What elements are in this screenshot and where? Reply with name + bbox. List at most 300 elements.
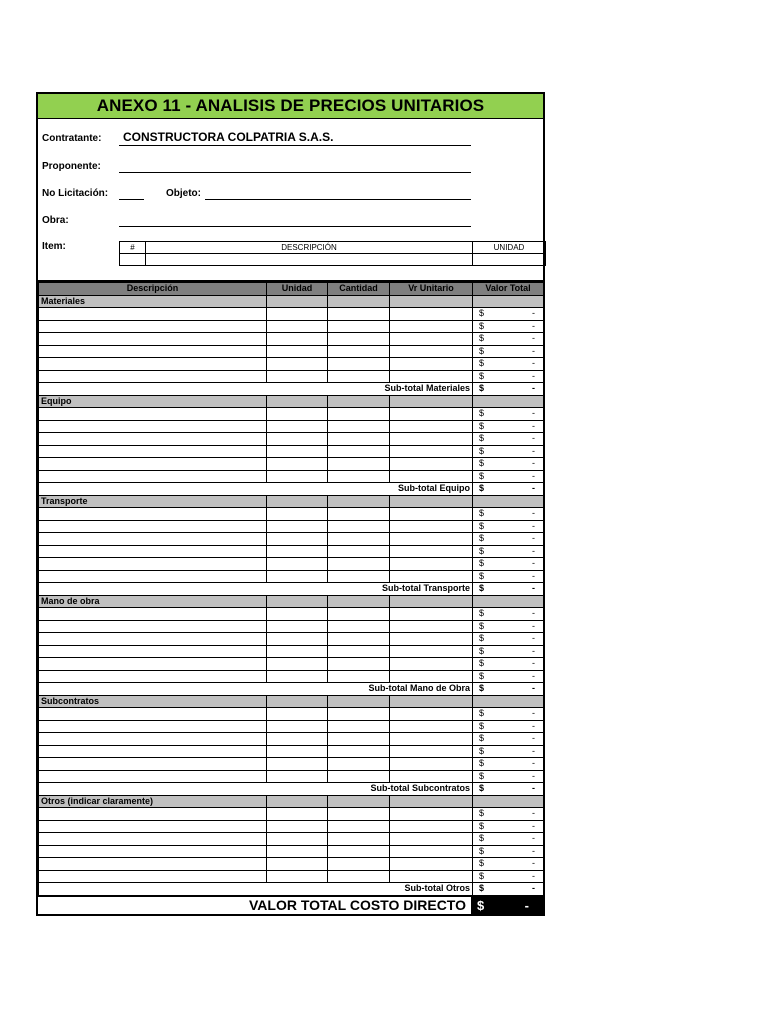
- currency-symbol: $: [479, 708, 485, 719]
- obra-field[interactable]: [119, 226, 471, 227]
- quantity-cell[interactable]: [328, 820, 390, 833]
- line-item-row: [39, 558, 544, 571]
- unit-price-cell[interactable]: [390, 508, 473, 521]
- section-cell: [390, 695, 473, 708]
- total-currency: $: [477, 897, 485, 913]
- unit-price-cell[interactable]: [390, 758, 473, 771]
- unit-cell[interactable]: [267, 470, 328, 483]
- description-cell[interactable]: [39, 570, 267, 583]
- amount: -: [532, 608, 535, 619]
- amount: -: [532, 845, 535, 856]
- quantity-cell[interactable]: [328, 408, 390, 421]
- description-cell[interactable]: [39, 858, 267, 871]
- total-value-cell: [473, 345, 544, 358]
- unit-cell[interactable]: [267, 870, 328, 883]
- section-cell: [267, 595, 328, 608]
- section-cell: [473, 495, 544, 508]
- total-value-cell: [473, 745, 544, 758]
- section-cell: [390, 595, 473, 608]
- unit-price-cell[interactable]: [390, 620, 473, 633]
- subtotal-label: Sub-total Otros: [39, 883, 473, 896]
- unit-cell[interactable]: [267, 533, 328, 546]
- objeto-label: Objeto:: [166, 188, 201, 199]
- unit-price-cell[interactable]: [390, 870, 473, 883]
- money-value: [475, 758, 541, 769]
- quantity-cell[interactable]: [328, 645, 390, 658]
- quantity-cell[interactable]: [328, 633, 390, 646]
- unit-price-cell[interactable]: [390, 833, 473, 846]
- amount: -: [532, 858, 535, 869]
- quantity-cell[interactable]: [328, 720, 390, 733]
- total-value-cell: [473, 470, 544, 483]
- line-item-row: [39, 770, 544, 783]
- section-cell: [473, 295, 544, 308]
- line-item-row: [39, 420, 544, 433]
- currency-symbol: $: [479, 408, 485, 419]
- total-label: VALOR TOTAL COSTO DIRECTO: [248, 896, 466, 913]
- money-value: [475, 346, 541, 357]
- subtotal-value: [473, 583, 544, 596]
- quantity-cell[interactable]: [328, 520, 390, 533]
- total-value-cell: [473, 420, 544, 433]
- section-name: Mano de obra: [39, 595, 267, 608]
- total-value-cell: [473, 658, 544, 671]
- quantity-cell[interactable]: [328, 420, 390, 433]
- total-value-cell: [473, 358, 544, 371]
- unit-price-cell[interactable]: [390, 708, 473, 721]
- unit-price-cell[interactable]: [390, 320, 473, 333]
- currency-symbol: $: [479, 545, 485, 556]
- total-row: [38, 896, 543, 914]
- money-value: [475, 783, 541, 794]
- quantity-cell[interactable]: [328, 758, 390, 771]
- unit-price-cell[interactable]: [390, 608, 473, 621]
- unit-price-cell[interactable]: [390, 545, 473, 558]
- description-cell[interactable]: [39, 408, 267, 421]
- money-value: [475, 708, 541, 719]
- unit-price-cell[interactable]: [390, 770, 473, 783]
- quantity-cell[interactable]: [328, 608, 390, 621]
- currency-symbol: $: [479, 558, 485, 569]
- line-item-row: [39, 470, 544, 483]
- item-table: [119, 241, 546, 266]
- unit-price-cell[interactable]: [390, 670, 473, 683]
- quantity-cell[interactable]: [328, 845, 390, 858]
- objeto-field[interactable]: [205, 199, 471, 200]
- unit-cell[interactable]: [267, 658, 328, 671]
- line-item-row: [39, 633, 544, 646]
- quantity-cell[interactable]: [328, 870, 390, 883]
- subtotal-row: [39, 783, 544, 796]
- description-cell[interactable]: [39, 658, 267, 671]
- total-value-cell: [473, 770, 544, 783]
- quantity-cell[interactable]: [328, 320, 390, 333]
- quantity-cell[interactable]: [328, 458, 390, 471]
- unit-price-cell[interactable]: [390, 333, 473, 346]
- subtotal-row: [39, 583, 544, 596]
- amount: -: [532, 558, 535, 569]
- money-value: [475, 858, 541, 869]
- description-cell[interactable]: [39, 770, 267, 783]
- unit-cell[interactable]: [267, 745, 328, 758]
- total-value-cell: [473, 808, 544, 821]
- item-num-cell[interactable]: [120, 254, 146, 266]
- total-value-cell: [473, 308, 544, 321]
- section-cell: [473, 795, 544, 808]
- amount: -: [532, 545, 535, 556]
- quantity-cell[interactable]: [328, 670, 390, 683]
- money-value: [475, 621, 541, 632]
- unit-price-cell[interactable]: [390, 533, 473, 546]
- line-item-row: [39, 845, 544, 858]
- unit-cell[interactable]: [267, 445, 328, 458]
- currency-symbol: $: [479, 370, 485, 381]
- quantity-cell[interactable]: [328, 658, 390, 671]
- unit-cell[interactable]: [267, 770, 328, 783]
- line-item-row: [39, 508, 544, 521]
- unit-cell[interactable]: [267, 433, 328, 446]
- description-cell[interactable]: [39, 820, 267, 833]
- description-cell[interactable]: [39, 533, 267, 546]
- section-header-row: [39, 495, 544, 508]
- line-item-row: [39, 445, 544, 458]
- description-cell[interactable]: [39, 558, 267, 571]
- subtotal-label: Sub-total Materiales: [39, 383, 473, 396]
- item-desc-cell[interactable]: [146, 254, 473, 266]
- money-value: [475, 308, 541, 319]
- unit-price-cell[interactable]: [390, 345, 473, 358]
- description-cell[interactable]: [39, 370, 267, 383]
- quantity-cell[interactable]: [328, 808, 390, 821]
- subtotal-value: [473, 483, 544, 496]
- unit-cell[interactable]: [267, 733, 328, 746]
- subtotal-value: [473, 383, 544, 396]
- subtotal-label: Sub-total Subcontratos: [39, 783, 473, 796]
- unit-price-cell[interactable]: [390, 308, 473, 321]
- section-name: Otros (indicar claramente): [39, 795, 267, 808]
- description-cell[interactable]: [39, 358, 267, 371]
- money-value: [475, 371, 541, 382]
- currency-symbol: $: [479, 683, 485, 694]
- unit-price-cell[interactable]: [390, 520, 473, 533]
- currency-symbol: $: [479, 783, 485, 794]
- unit-price-cell[interactable]: [390, 733, 473, 746]
- total-value-cell: [473, 633, 544, 646]
- currency-symbol: $: [479, 583, 485, 594]
- money-value: [475, 846, 541, 857]
- section-header-row: [39, 395, 544, 408]
- unit-cell[interactable]: [267, 333, 328, 346]
- quantity-cell[interactable]: [328, 708, 390, 721]
- unit-cell[interactable]: [267, 570, 328, 583]
- money-value: [475, 658, 541, 669]
- line-item-row: [39, 320, 544, 333]
- amount: -: [532, 370, 535, 381]
- amount: -: [532, 333, 535, 344]
- unit-price-cell[interactable]: [390, 408, 473, 421]
- quantity-cell[interactable]: [328, 733, 390, 746]
- description-cell[interactable]: [39, 620, 267, 633]
- quantity-cell[interactable]: [328, 545, 390, 558]
- unit-price-cell[interactable]: [390, 558, 473, 571]
- money-value: [475, 833, 541, 844]
- unit-price-cell[interactable]: [390, 820, 473, 833]
- unit-price-cell[interactable]: [390, 858, 473, 871]
- description-cell[interactable]: [39, 433, 267, 446]
- description-cell[interactable]: [39, 545, 267, 558]
- currency-symbol: $: [479, 845, 485, 856]
- description-cell[interactable]: [39, 470, 267, 483]
- contratante-value[interactable]: CONSTRUCTORA COLPATRIA S.A.S.: [123, 130, 334, 144]
- unit-price-cell[interactable]: [390, 633, 473, 646]
- line-item-row: [39, 533, 544, 546]
- description-cell[interactable]: [39, 608, 267, 621]
- line-item-row: [39, 658, 544, 671]
- section-header-row: [39, 595, 544, 608]
- description-cell[interactable]: [39, 870, 267, 883]
- description-cell[interactable]: [39, 733, 267, 746]
- amount: -: [532, 870, 535, 881]
- total-value: [471, 897, 543, 914]
- money-value: [475, 433, 541, 444]
- quantity-cell[interactable]: [328, 470, 390, 483]
- subtotal-label: Sub-total Equipo: [39, 483, 473, 496]
- total-value-cell: [473, 520, 544, 533]
- unit-cell[interactable]: [267, 820, 328, 833]
- description-cell[interactable]: [39, 720, 267, 733]
- currency-symbol: $: [479, 383, 485, 394]
- quantity-cell[interactable]: [328, 858, 390, 871]
- description-cell[interactable]: [39, 308, 267, 321]
- currency-symbol: $: [479, 883, 485, 894]
- currency-symbol: $: [479, 508, 485, 519]
- description-cell[interactable]: [39, 808, 267, 821]
- unit-cell[interactable]: [267, 758, 328, 771]
- description-cell[interactable]: [39, 520, 267, 533]
- total-value-cell: [473, 620, 544, 633]
- unit-price-cell[interactable]: [390, 645, 473, 658]
- money-value: [475, 458, 541, 469]
- description-cell[interactable]: [39, 420, 267, 433]
- amount: -: [532, 670, 535, 681]
- quantity-cell[interactable]: [328, 445, 390, 458]
- unit-cell[interactable]: [267, 308, 328, 321]
- description-cell[interactable]: [39, 633, 267, 646]
- amount: -: [532, 745, 535, 756]
- money-value: [475, 771, 541, 782]
- line-item-row: [39, 433, 544, 446]
- total-value-cell: [473, 433, 544, 446]
- unit-cell[interactable]: [267, 558, 328, 571]
- line-item-row: [39, 858, 544, 871]
- quantity-cell[interactable]: [328, 370, 390, 383]
- item-unit-cell[interactable]: [473, 254, 546, 266]
- amount: -: [532, 708, 535, 719]
- amount: -: [532, 308, 535, 319]
- section-cell: [390, 495, 473, 508]
- description-cell[interactable]: [39, 758, 267, 771]
- licitacion-label: No Licitación:: [42, 188, 109, 199]
- quantity-cell[interactable]: [328, 358, 390, 371]
- unit-cell[interactable]: [267, 720, 328, 733]
- unit-cell[interactable]: [267, 670, 328, 683]
- total-value-cell: [473, 558, 544, 571]
- unit-cell[interactable]: [267, 508, 328, 521]
- quantity-cell[interactable]: [328, 570, 390, 583]
- unit-cell[interactable]: [267, 408, 328, 421]
- money-value: [475, 583, 541, 594]
- contratante-label: Contratante:: [42, 133, 102, 144]
- subtotal-row: [39, 383, 544, 396]
- money-value: [475, 408, 541, 419]
- unit-price-cell[interactable]: [390, 445, 473, 458]
- description-cell[interactable]: [39, 845, 267, 858]
- unit-price-cell[interactable]: [390, 720, 473, 733]
- quantity-cell[interactable]: [328, 308, 390, 321]
- description-cell[interactable]: [39, 333, 267, 346]
- money-value: [475, 321, 541, 332]
- unit-price-cell[interactable]: [390, 358, 473, 371]
- description-cell[interactable]: [39, 508, 267, 521]
- unit-cell[interactable]: [267, 708, 328, 721]
- quantity-cell[interactable]: [328, 508, 390, 521]
- description-cell[interactable]: [39, 458, 267, 471]
- amount: -: [532, 645, 535, 656]
- unit-cell[interactable]: [267, 358, 328, 371]
- quantity-cell[interactable]: [328, 833, 390, 846]
- amount: -: [532, 458, 535, 469]
- amount: -: [532, 783, 535, 794]
- apu-sheet: [36, 92, 545, 916]
- amount: -: [532, 445, 535, 456]
- unit-cell[interactable]: [267, 345, 328, 358]
- currency-symbol: $: [479, 645, 485, 656]
- currency-symbol: $: [479, 445, 485, 456]
- quantity-cell[interactable]: [328, 745, 390, 758]
- total-value-cell: [473, 320, 544, 333]
- amount: -: [532, 620, 535, 631]
- unit-cell[interactable]: [267, 845, 328, 858]
- amount: -: [532, 770, 535, 781]
- unit-cell[interactable]: [267, 808, 328, 821]
- unit-cell[interactable]: [267, 620, 328, 633]
- total-value-cell: [473, 370, 544, 383]
- column-header: Vr Unitario: [390, 283, 473, 296]
- unit-cell[interactable]: [267, 833, 328, 846]
- unit-cell[interactable]: [267, 545, 328, 558]
- total-value-cell: [473, 733, 544, 746]
- total-value-cell: [473, 545, 544, 558]
- money-value: [475, 483, 541, 494]
- currency-symbol: $: [479, 433, 485, 444]
- licitacion-field[interactable]: [119, 199, 144, 200]
- quantity-cell[interactable]: [328, 345, 390, 358]
- unit-cell[interactable]: [267, 320, 328, 333]
- cost-table: [38, 282, 544, 896]
- money-value: [475, 633, 541, 644]
- money-value: [475, 333, 541, 344]
- currency-symbol: $: [479, 858, 485, 869]
- unit-price-cell[interactable]: [390, 808, 473, 821]
- subtotal-label: Sub-total Mano de Obra: [39, 683, 473, 696]
- money-value: [475, 733, 541, 744]
- section-name: Subcontratos: [39, 695, 267, 708]
- unit-cell[interactable]: [267, 858, 328, 871]
- unit-cell[interactable]: [267, 520, 328, 533]
- currency-symbol: $: [479, 870, 485, 881]
- proponente-label: Proponente:: [42, 161, 101, 172]
- unit-price-cell[interactable]: [390, 433, 473, 446]
- currency-symbol: $: [479, 733, 485, 744]
- item-col-desc: DESCRIPCIÓN: [146, 242, 473, 254]
- unit-cell[interactable]: [267, 645, 328, 658]
- line-item-row: [39, 570, 544, 583]
- quantity-cell[interactable]: [328, 533, 390, 546]
- unit-price-cell[interactable]: [390, 370, 473, 383]
- quantity-cell[interactable]: [328, 770, 390, 783]
- section-cell: [267, 795, 328, 808]
- total-value-cell: [473, 720, 544, 733]
- description-cell[interactable]: [39, 833, 267, 846]
- quantity-cell[interactable]: [328, 620, 390, 633]
- unit-price-cell[interactable]: [390, 470, 473, 483]
- money-value: [475, 821, 541, 832]
- amount: -: [532, 733, 535, 744]
- section-cell: [390, 395, 473, 408]
- unit-cell[interactable]: [267, 608, 328, 621]
- unit-price-cell[interactable]: [390, 458, 473, 471]
- total-amount: -: [524, 897, 529, 913]
- section-cell: [473, 695, 544, 708]
- money-value: [475, 671, 541, 682]
- description-cell[interactable]: [39, 745, 267, 758]
- unit-cell[interactable]: [267, 458, 328, 471]
- description-cell[interactable]: [39, 345, 267, 358]
- description-cell[interactable]: [39, 670, 267, 683]
- unit-price-cell[interactable]: [390, 845, 473, 858]
- quantity-cell[interactable]: [328, 558, 390, 571]
- currency-symbol: $: [479, 533, 485, 544]
- unit-price-cell[interactable]: [390, 745, 473, 758]
- column-header-row: [39, 283, 544, 296]
- total-value-cell: [473, 845, 544, 858]
- amount: -: [532, 758, 535, 769]
- unit-price-cell[interactable]: [390, 420, 473, 433]
- unit-cell[interactable]: [267, 633, 328, 646]
- description-cell[interactable]: [39, 445, 267, 458]
- total-value-cell: [473, 570, 544, 583]
- currency-symbol: $: [479, 483, 485, 494]
- quantity-cell[interactable]: [328, 433, 390, 446]
- money-value: [475, 533, 541, 544]
- section-cell: [267, 495, 328, 508]
- section-cell: [328, 595, 390, 608]
- section-cell: [328, 695, 390, 708]
- line-item-row: [39, 345, 544, 358]
- unit-price-cell[interactable]: [390, 570, 473, 583]
- proponente-field[interactable]: [119, 172, 471, 173]
- description-cell[interactable]: [39, 645, 267, 658]
- description-cell[interactable]: [39, 320, 267, 333]
- unit-cell[interactable]: [267, 420, 328, 433]
- column-header: Cantidad: [328, 283, 390, 296]
- unit-price-cell[interactable]: [390, 658, 473, 671]
- description-cell[interactable]: [39, 708, 267, 721]
- amount: -: [532, 658, 535, 669]
- unit-cell[interactable]: [267, 370, 328, 383]
- quantity-cell[interactable]: [328, 333, 390, 346]
- obra-label: Obra:: [42, 215, 69, 226]
